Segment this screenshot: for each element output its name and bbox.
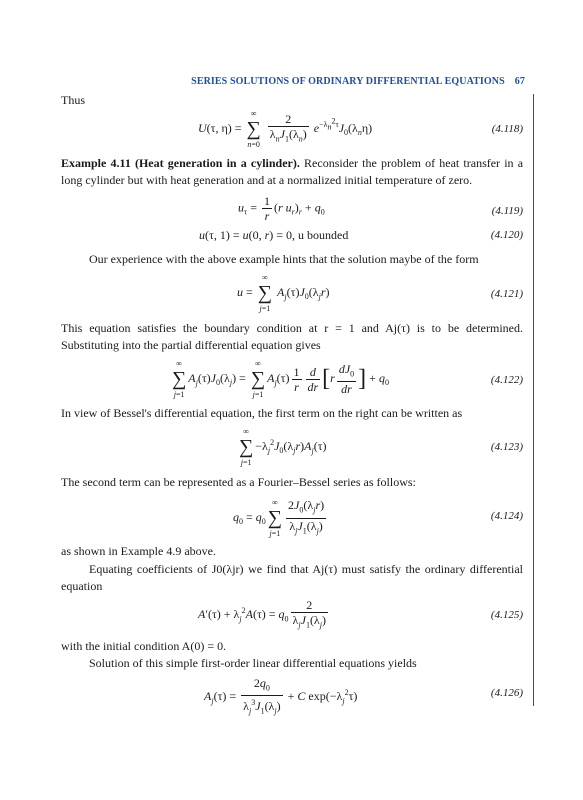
eq-number-4-120: (4.120): [490, 229, 523, 241]
equation-4-121: u = ∞ ∑ j=1 $A_j(\tau)J_0(\lambda_jr)$: [237, 273, 330, 313]
example-4-11-paragraph: [61, 155, 523, 189]
para-boundary-condition: This equation satisfies the boundary condition at r = 1 and Aj(τ) is to be determined. Substituting into the partial differential equation gives: [61, 321, 523, 352]
eq-number-4-122: (4.122): [490, 374, 523, 386]
para-thus: Thus: [61, 93, 85, 107]
equation-4-119: $u_\tau$ = $\frac{1}{r}$ (r $u_r)_r + q_0$: [238, 194, 325, 223]
header-title: SERIES SOLUTIONS OF ORDINARY DIFFERENTIAL EQUATIONS: [191, 76, 505, 87]
running-header: [191, 76, 525, 87]
equation-4-124: $q_0 = q_0$ ∞ ∑ j=1 $\frac{2J_0(\lambda_jr)}{\lambda_jJ_1(\lambda_j)}$: [233, 498, 325, 538]
example-text: Reconsider the problem of heat transfer in a long cylinder but with heat generation and at a normalized initial temperature of zero.: [61, 156, 524, 187]
example-title: Example 4.11 (Heat generation in a cylinder).: [61, 156, 300, 170]
eq-number-4-125: (4.125): [490, 609, 523, 621]
eq-number-4-124: (4.124): [490, 510, 523, 522]
eq-number-4-121: (4.121): [490, 288, 523, 300]
equation-4-126: $A_j(\tau)$ = $\frac{2q_0}{\lambda_j^3J_1(\lambda_j)}$ + C $\exp(-\lambda_j^2\tau)$: [204, 676, 358, 716]
eq-number-4-119: (4.119): [491, 205, 523, 217]
equation-4-120: u(τ, 1) = u(0, r) = 0, u bounded: [199, 228, 349, 242]
margin-rule: [533, 94, 534, 706]
para-shown-example: as shown in Example 4.9 above.: [61, 544, 216, 558]
equation-4-125: $A'(\tau) + \lambda_j^2A(\tau) = q_0$ $\frac{2}{\lambda_jJ_1(\lambda_j)}$: [198, 598, 326, 630]
para-experience: Our experience with the above example hints that the solution maybe of the form: [89, 252, 479, 266]
equation-4-122: ∞ ∑ j=1 $A_j(\tau)J_0(\lambda_j)$ = ∞ ∑ j=1 $A_j(\tau)$ $\frac{1}{r}$ $\frac{d}{dr}$ [r $\frac{dJ_0}{dr}$ ] + $q_0$: [172, 359, 389, 399]
eq-number-4-118: (4.118): [491, 123, 523, 135]
equation-4-123: ∞ ∑ j=1 $-\lambda_j^2J_0(\lambda_jr)A_j(\tau)$: [239, 427, 327, 467]
eq-number-4-123: (4.123): [490, 441, 523, 453]
para-solution: Solution of this simple first-order linear differential equations yields: [89, 656, 417, 670]
para-second-term: The second term can be represented as a Fourier–Bessel series as follows:: [61, 475, 416, 489]
eq-number-4-126: (4.126): [490, 687, 523, 699]
para-equating: Equating coefficients of J0(λjr) we find that Aj(τ) must satisfy the ordinary differential equation: [61, 562, 523, 593]
para-initial-condition: with the initial condition A(0) = 0.: [61, 639, 227, 653]
para-bessel: In view of Bessel's differential equation, the first term on the right can be written as: [61, 406, 463, 420]
equation-4-118: U(τ, η) = ∞ ∑ n=0 $\frac{2}{\lambda_nJ_1(\lambda_n)}$ $e^{-\lambda_n^2\tau}J_0(\lambda_n\eta)$: [198, 109, 373, 149]
eq-120-text: u bounded: [298, 228, 349, 242]
page-number: 67: [514, 76, 525, 87]
